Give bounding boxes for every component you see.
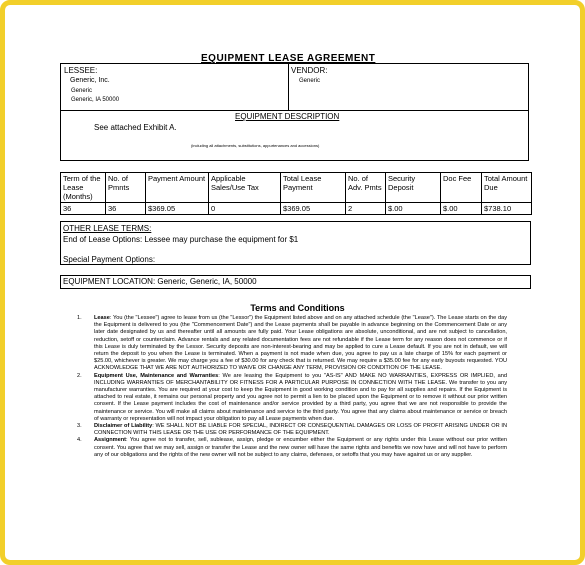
parties-divider [288,63,289,110]
table-cell: $.00 [386,203,441,215]
lessee-line-3: Generic, IA 50000 [71,97,120,103]
term-text [94,373,507,423]
term-heading: Equipment Use, Maintenance and Warranties [94,372,219,379]
term-number: 3. [77,423,82,430]
term-number: 2. [77,372,82,379]
table-cell: $738.10 [482,203,532,215]
term-number: 4. [77,437,82,444]
table-cell: 36 [61,203,106,215]
fee-table-header-row [61,173,532,203]
table-header-cell: Security Deposit [386,173,441,203]
vendor-name: Generic [299,78,321,84]
equipment-description-text: See attached Exhibit A. [94,123,177,132]
table-cell: $.00 [441,203,482,215]
table-header-cell: Total Lease Payment [281,173,346,203]
term-text [94,437,507,459]
table-header-cell: Payment Amount [146,173,209,203]
table-header-cell: No. of Adv. Pmts [346,173,386,203]
equipment-description-note: (including all attachments, substitutions, appurtenances and accessions) [191,143,320,148]
term-heading: Lease [94,315,110,321]
table-header-cell: Term of the Lease (Months) [61,173,106,203]
lessee-name: Generic, Inc. [70,77,110,84]
terms-title: Terms and Conditions [250,303,345,313]
equipment-description-heading: EQUIPMENT DESCRIPTION [235,112,340,121]
term-number: 1. [77,315,82,321]
table-header-cell: Total Amount Due [482,173,532,203]
table-header-cell: No. of Pmnts [106,173,146,203]
table-cell: $369.05 [281,203,346,215]
document-title: EQUIPMENT LEASE AGREEMENT [201,53,376,64]
table-cell: 2 [346,203,386,215]
term-heading: Disclaimer of Liability [94,423,153,430]
table-cell: 0 [209,203,281,215]
term-text [94,423,507,437]
list-item [77,437,507,459]
table-header-cell: Applicable Sales/Use Tax [209,173,281,203]
list-item [77,423,507,437]
table-cell: 36 [106,203,146,215]
special-payment-options: Special Payment Options: [63,255,156,264]
term-text [94,315,507,373]
vendor-label: VENDOR: [291,66,328,75]
list-item [77,315,507,373]
table-header-cell: Doc Fee [441,173,482,203]
equipment-location: EQUIPMENT LOCATION: Generic, Generic, IA, 50000 [63,277,257,286]
lease-fee-table [60,172,532,215]
term-body: : We are leasing the Equipment to you "AS-IS" AND MAKE NO WARRANTIES, EXPRESS OR IMPLIED, and INCLUDING WARRANTIES OF MERCHANTABILITY OR FITNESS FOR A PARTICULAR PURPOSE IN CONNECTION WITH THE LEASE. We transfer to you any manufacturer warranties. You are required at your cost to keep the Equipment in good working condition and to pay for all supplies and repairs. If the Equipment is attached to real estate, it remains our personal property and you agree not to permit a lien to be placed upon the Equipment or to remove it without our prior written consent. If the Lease payment includes the cost of maintenance and/or service provided by a third party, you agree that we are not responsible to provide the maintenance or service. You will make all claims about maintenance and service to the third party. You agree that any claims about maintenance or service or breach of warranty or representation will not impact your obligation to pay all Lease payments when due. [94,372,507,422]
list-item [77,373,507,423]
table-cell: $369.05 [146,203,209,215]
other-lease-terms-heading: OTHER LEASE TERMS: [63,224,152,233]
lessee-line-2: Generic [71,88,93,94]
table-row [61,203,532,215]
term-body: : WE SHALL NOT BE LIABLE FOR SPECIAL, INDIRECT OR CONSEQUENTIAL DAMAGES OR LOSS OF PROFIT ARISING UNDER OR IN CONNECTION WITH THIS LEASE OR THE USE OR PERFORMANCE OF THE EQUIPMENT. [94,423,507,437]
term-body: : You (the "Lessee") agree to lease from us (the "Lessor") the Equipment listed above and on any attached schedule (the "Lease"). The Lease starts on the day the Equipment is delivered to you (the "Commencement Date") and the Lease payments shall be payable in advance beginning on the Commencement Date or any later date designated by us and thereafter until all amounts are fully paid. Your Lease obligations are absolute, unconditional, and are not subject to cancellation, reduction, setoff or counterclaim. Advance rentals and any related documentation fees are not refundable if the Lease term for any reason does not commence or if this Lease is duly terminated by the Lessor. Security deposits are non-interest-bearing and may be applied to cure a Lease default. If you are not in default, we will return the deposit to you when the Lease is terminated. When a payment is not made when due, you agree to pay us a late charge of 15% for each payment or $25.00, whichever is greater. We may charge you a fee of $30.00 for any check that is returned. We may require a $35.00 fee for any early buyouts requested. YOU ACKNOWLEDGE THAT WE ARE NOT AUTHORIZED TO WAIVE OR CHANGE ANY TERM, PROVISION OR CONDITION OF THE LEASE. [94,315,507,372]
term-heading: Assignment [94,437,127,444]
end-of-lease-options: End of Lease Options: Lessee may purchase the equipment for $1 [63,235,299,244]
lessee-label: LESSEE: [64,66,98,75]
term-body: : You agree not to transfer, sell, sublease, assign, pledge or encumber either the Equipment or any rights under this Lease without our prior written consent. You agree that we may sell, assign or transfer the Lease and the new owner will have the same rights and benefits we now have and will not have to perform any of our obligations and the rights of the new owner will not be subject to any claims, defenses, or setoffs that you may have against us or any supplier. [94,437,507,458]
parties-bottom-rule [60,110,529,111]
terms-list [77,315,507,459]
